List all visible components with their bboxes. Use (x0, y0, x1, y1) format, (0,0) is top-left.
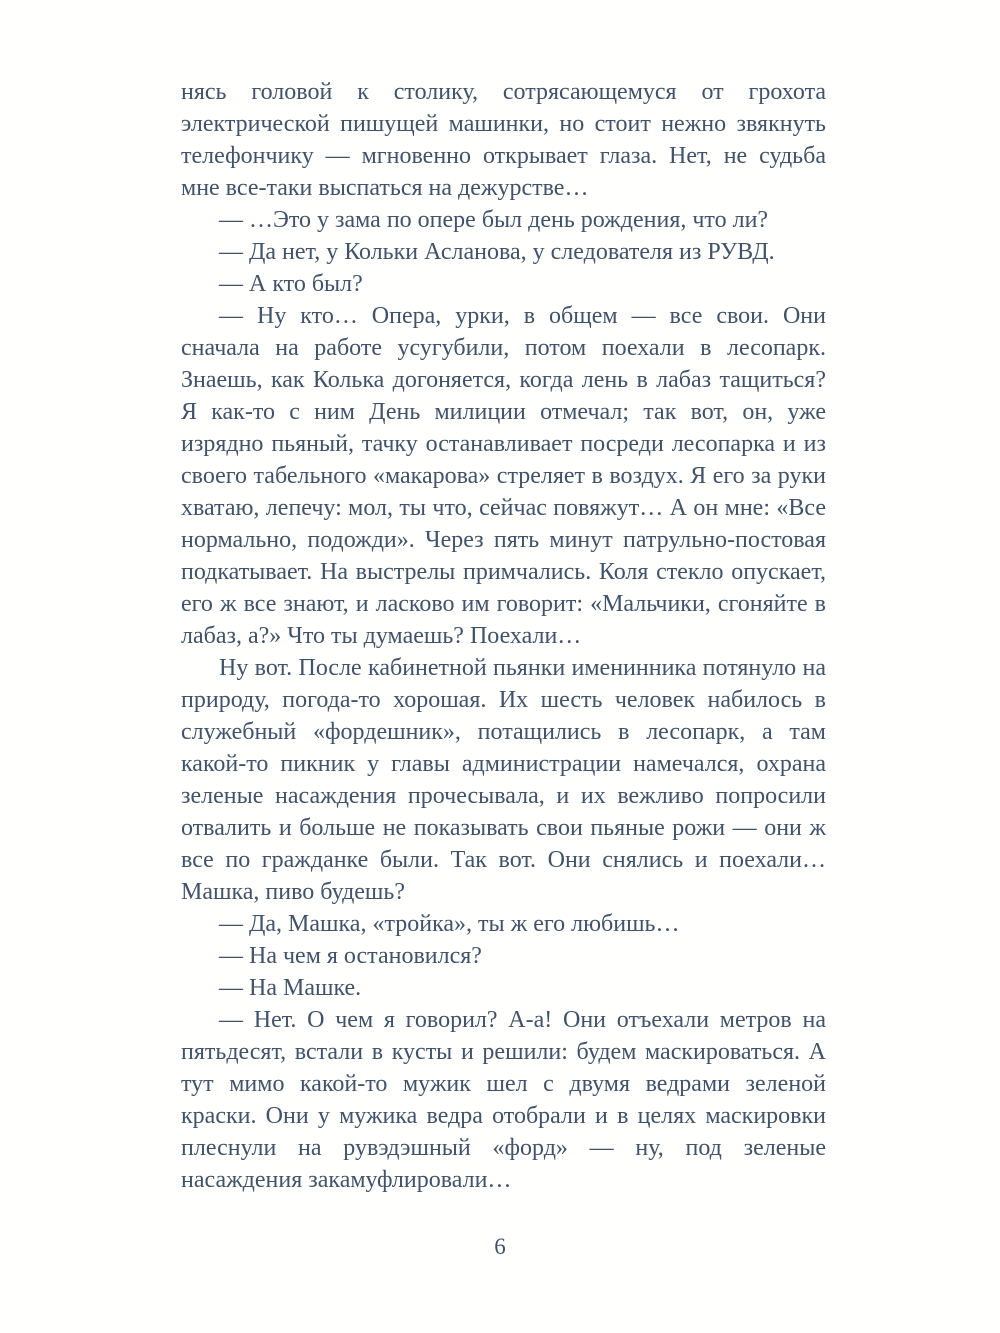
paragraph: нясь головой к столику, сотрясающемуся от грохота электрической пишущей машинки, но стоит нежно звякнуть телефончику — мгновенно открывает глаза. Нет, не судьба мне все-таки выспаться на дежурстве… (181, 79, 826, 201)
paragraph: — На чем я остановился? (219, 943, 482, 969)
page-number: 6 (494, 1234, 506, 1259)
paragraph: — …Это у зама по опере был день рождения, что ли? (219, 207, 769, 233)
paragraph: — Да, Машка, «тройка», ты ж его любишь… (219, 911, 680, 937)
paragraph: — На Машке. (219, 975, 362, 1001)
page-text-block (181, 76, 826, 1196)
paragraph: — Ну кто… Опера, урки, в общем — все свои. Они сначала на работе усугубили, потом поехали в лесопарк. Знаешь, как Колька догоняется, когда лень в лабаз тащиться? Я как-то с ним День милиции отмечал; так вот, он, уже изрядно пьяный, тачку останавливает посреди лесопарка и из своего табельного «макарова» стреляет в воздух. Я его за руки хватаю, лепечу: мол, ты что, сейчас повяжут… А он мне: «Все нормально, подожди». Через пять минут патрульно-постовая подкатывает. На выстрелы примчались. Коля стекло опускает, его ж все знают, и ласково им говорит: «Мальчики, сгоняйте в лабаз, а?» Что ты думаешь? Поехали… (181, 303, 826, 649)
paragraph: — Нет. О чем я говорил? А-а! Они отъехали метров на пятьдесят, встали в кусты и решили: будем маскироваться. А тут мимо какой-то мужик шел с двумя ведрами зеленой краски. Они у мужика ведра отобрали и в целях маскировки плеснули на рувэдэшный «форд» — ну, под зеленые насаждения закамуфлировали… (181, 1007, 826, 1193)
paragraph: — А кто был? (219, 271, 363, 297)
paragraph: Ну вот. После кабинетной пьянки именинника потянуло на природу, погода-то хорошая. Их шесть человек набилось в служебный «фордешник», потащились в лесопарк, а там какой-то пикник у главы администрации намечался, охрана зеленые насаждения прочесывала, и их вежливо попросили отвалить и больше не показывать свои пьяные рожи — они ж все по гражданке были. Так вот. Они снялись и поехали… Машка, пиво будешь? (181, 655, 826, 905)
paragraph: — Да нет, у Кольки Асланова, у следователя из РУВД. (219, 239, 775, 265)
